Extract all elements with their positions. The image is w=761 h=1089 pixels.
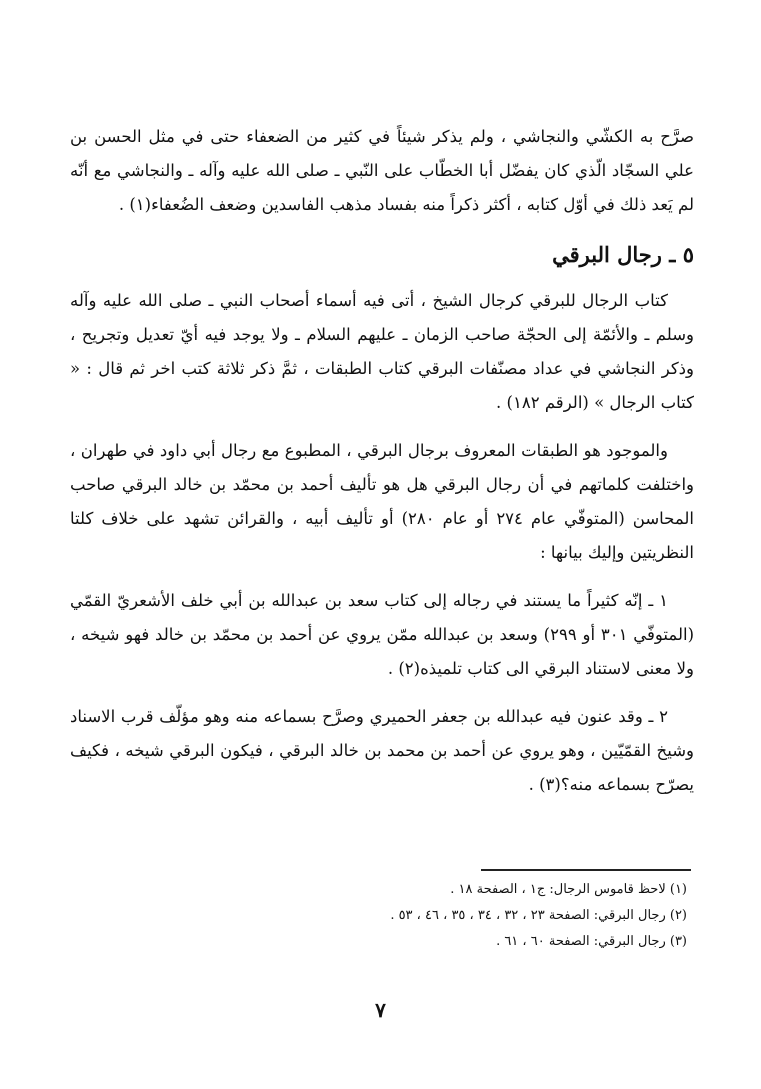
footnote-3: (٣) رجال البرقي: الصفحة ٦٠ ، ٦١ . xyxy=(496,934,687,949)
paragraph-3: ١ ـ إنّه كثيراً ما يستند في رجاله إلى كتاب سعد بن عبدالله بن أبي خلف الأشعريّ القمّي (المتوفّي ٣٠١ أو ٢٩٩) وسعد بن عبدالله ممّن يروي عن أحمد بن محمّد بن خالد فهو شيخه ، ولا معنى لاستناد البرقي الى كتاب تلميذه(٢) . xyxy=(70,591,695,678)
footnote-divider xyxy=(481,869,691,871)
paragraph-1: كتاب الرجال للبرقي كرجال الشيخ ، أتى فيه أسماء أصحاب النبي ـ صلى الله عليه وآله وسلم ـ والأئمّة إلى الحجّة صاحب الزمان ـ عليهم السلام ـ ولا يوجد فيه أيّ تعديل وتجريح ، وذكر النجاشي في عداد مصنّفات البرقي كتاب الطبقات ، ثمَّ ذكر ثلاثة كتب اخر ثم قال : « كتاب الرجال » (الرقم ١٨٢) . xyxy=(70,291,694,412)
footnote-1: (١) لاحظ قاموس الرجال: ج١ ، الصفحة ١٨ . xyxy=(450,882,687,897)
paragraph-2: والموجود هو الطبقات المعروف برجال البرقي ، المطبوع مع رجال أبي داود في طهران ، واختلفت كلماتهم في أن رجال البرقي هل هو تأليف أحمد بن محمّد بن خالد البرقي صاحب المحاسن (المتوفّي عام ٢٧٤ أو عام ٢٨٠) أو تأليف أبيه ، والقرائن تشهد على خلاف كلتا النظريتين وإليك بيانها : xyxy=(70,441,694,562)
footnote-2: (٢) رجال البرقي: الصفحة ٢٣ ، ٣٢ ، ٣٤ ، ٣٥ ، ٤٦ ، ٥٣ . xyxy=(390,908,687,923)
page-body xyxy=(70,120,694,816)
footnotes xyxy=(67,877,691,955)
page-number: ٧ xyxy=(375,998,386,1022)
paragraph-4: ٢ ـ وقد عنون فيه عبدالله بن جعفر الحميري وصرَّح بسماعه منه وهو مؤلّف قرب الاسناد وشيخ القمّيّين ، وهو يروي عن أحمد بن محمد بن خالد البرقي ، فيكون البرقي شيخه ، فكيف يصرّح بسماعه منه؟(٣) . xyxy=(70,707,694,794)
section-title: ٥ ـ رجال البرقي xyxy=(552,242,694,267)
intro-paragraph: صرَّح به الكشّي والنجاشي ، ولم يذكر شيئاً في كثير من الضعفاء حتى في مثل الحسن بن علي السجّاد الّذي كان يفضّل أبا الخطّاب على النّبي ـ صلى الله عليه وآله ـ والنجاشي مع أنّه لم يَعد ذلك في أوّل كتابه ، أكثر ذكراً منه بفساد مذهب الفاسدين وضعف الضُعفاء(١) . xyxy=(70,127,694,214)
